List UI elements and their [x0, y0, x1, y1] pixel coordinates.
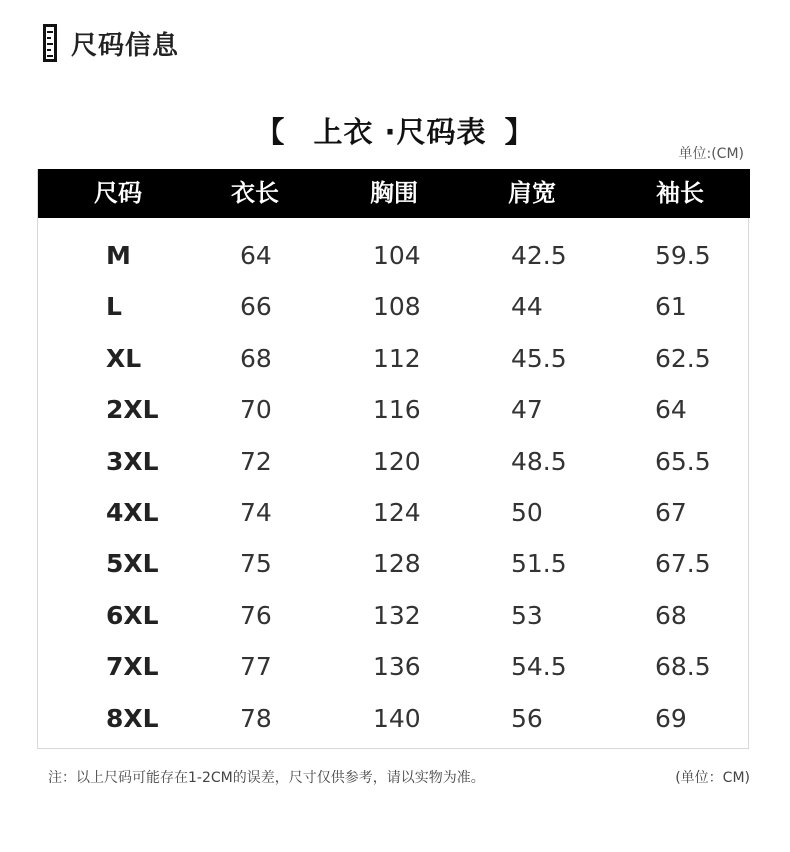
size-cell: 3XL — [106, 446, 159, 476]
measurement-cell: 70 — [240, 395, 272, 425]
measurement-cell: 140 — [373, 703, 421, 733]
column-header: 袖长 — [656, 179, 704, 207]
measurement-cell: 67.5 — [655, 549, 711, 579]
measurement-cell: 112 — [373, 343, 421, 373]
title-right-bracket: 】 — [504, 115, 535, 149]
column-header: 衣长 — [231, 179, 279, 207]
measurement-cell: 132 — [373, 600, 421, 630]
measurement-cell: 56 — [511, 703, 543, 733]
ruler-icon — [43, 24, 59, 62]
size-cell: 7XL — [106, 652, 159, 682]
measurement-cell: 50 — [511, 498, 543, 527]
footer-note: 注：以上尺码可能存在1-2CM的误差，尺寸仅供参考，请以实物为准。 — [48, 770, 485, 786]
table-row — [38, 590, 750, 641]
measurement-cell: 72 — [240, 446, 272, 476]
table-row — [38, 333, 750, 384]
measurement-cell: 66 — [240, 292, 272, 322]
size-cell: 4XL — [106, 498, 159, 527]
size-cell: M — [106, 241, 131, 270]
measurement-cell: 51.5 — [511, 549, 567, 579]
measurement-cell: 78 — [240, 703, 272, 733]
measurement-cell: 116 — [373, 395, 421, 425]
measurement-cell: 68 — [655, 600, 687, 630]
measurement-cell: 128 — [373, 549, 421, 579]
size-cell: 6XL — [106, 600, 159, 630]
measurement-cell: 65.5 — [655, 446, 711, 476]
footer-unit: (单位：CM) — [675, 770, 750, 786]
size-cell: XL — [106, 343, 142, 373]
measurement-cell: 74 — [240, 498, 272, 527]
measurement-cell: 124 — [373, 498, 421, 527]
measurement-cell: 68.5 — [655, 652, 711, 682]
column-header: 胸围 — [370, 179, 418, 207]
size-cell: L — [106, 292, 122, 322]
section-title: 尺码信息 — [71, 30, 180, 61]
measurement-cell: 108 — [373, 292, 421, 322]
measurement-cell: 48.5 — [511, 446, 567, 476]
measurement-cell: 64 — [240, 241, 272, 270]
column-header: 肩宽 — [508, 179, 556, 207]
size-table — [37, 169, 749, 749]
measurement-cell: 67 — [655, 498, 687, 527]
measurement-cell: 54.5 — [511, 652, 567, 682]
table-row — [38, 384, 750, 435]
table-row — [38, 641, 750, 692]
title-text: 上衣 ·尺码表 — [313, 115, 487, 149]
measurement-cell: 44 — [511, 292, 543, 322]
section-header — [43, 24, 179, 62]
table-row — [38, 436, 750, 487]
table-row — [38, 281, 750, 332]
measurement-cell: 75 — [240, 549, 272, 579]
size-cell: 2XL — [106, 395, 159, 425]
measurement-cell: 77 — [240, 652, 272, 682]
measurement-cell: 136 — [373, 652, 421, 682]
measurement-cell: 59.5 — [655, 241, 711, 270]
table-row — [38, 487, 750, 538]
table-row — [38, 230, 750, 281]
measurement-cell: 53 — [511, 600, 543, 630]
measurement-cell: 61 — [655, 292, 687, 322]
measurement-cell: 76 — [240, 600, 272, 630]
table-header — [38, 169, 750, 218]
measurement-cell: 104 — [373, 241, 421, 270]
table-title — [0, 110, 790, 151]
table-row — [38, 538, 750, 589]
measurement-cell: 42.5 — [511, 241, 567, 270]
measurement-cell: 64 — [655, 395, 687, 425]
measurement-cell: 120 — [373, 446, 421, 476]
table-row — [38, 693, 750, 744]
size-cell: 8XL — [106, 703, 159, 733]
title-left-bracket: 【 — [255, 115, 286, 149]
measurement-cell: 47 — [511, 395, 543, 425]
unit-label: 单位:(CM) — [678, 146, 744, 162]
measurement-cell: 45.5 — [511, 343, 567, 373]
column-header: 尺码 — [94, 179, 142, 207]
measurement-cell: 62.5 — [655, 343, 711, 373]
measurement-cell: 68 — [240, 343, 272, 373]
size-cell: 5XL — [106, 549, 159, 579]
measurement-cell: 69 — [655, 703, 687, 733]
